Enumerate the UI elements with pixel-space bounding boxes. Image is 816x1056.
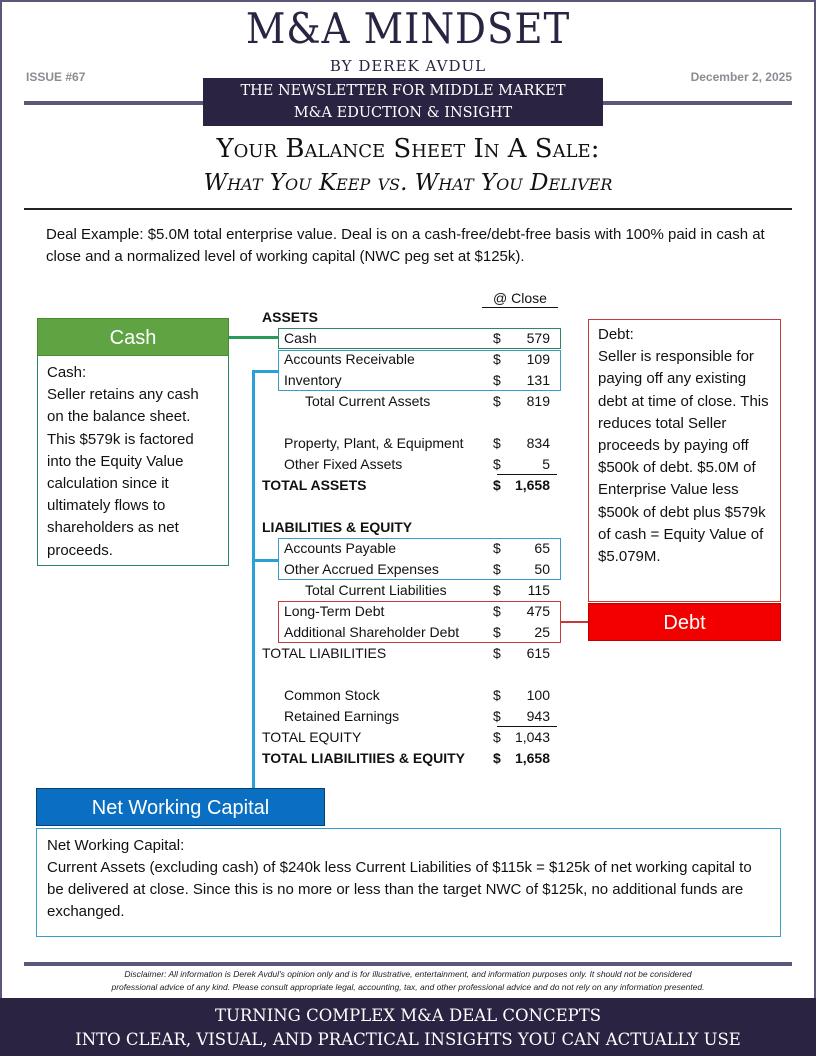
nwc-callout-title: Net Working Capital bbox=[36, 788, 325, 826]
cash-callout-text: Seller retains any cash on the balance sheet. This $579k is factored into the Equity Value calculation since it ultimately flows to shareholders as net proceeds. bbox=[47, 386, 199, 559]
tagline-line-2: INTO CLEAR, VISUAL, AND PRACTICAL INSIGHTS YOU CAN ACTUALLY USE bbox=[75, 1030, 741, 1049]
currency-symbol: $ bbox=[493, 351, 501, 367]
brand-title: M&A MINDSET bbox=[245, 4, 571, 53]
currency-symbol: $ bbox=[493, 645, 501, 661]
row-label: Property, Plant, & Equipment bbox=[284, 435, 464, 451]
current-liabilities-highlight-box bbox=[278, 538, 561, 580]
row-label: Total Current Assets bbox=[305, 393, 431, 409]
nwc-callout-heading: Net Working Capital: bbox=[47, 837, 185, 854]
currency-symbol: $ bbox=[493, 561, 501, 577]
article-headline: Your Balance Sheet In A Sale: bbox=[216, 134, 600, 164]
article-subheadline: What You Keep vs. What You Deliver bbox=[203, 170, 613, 196]
currency-symbol: $ bbox=[493, 372, 501, 388]
issue-number: ISSUE #67 bbox=[26, 70, 86, 84]
row-label: Common Stock bbox=[284, 687, 380, 703]
disclaimer-line-1: Disclaimer: All information is Derek Avdul's opinion only and is for illustrative, entertainment, and information purposes only. It should not be considered bbox=[124, 969, 692, 979]
currency-symbol: $ bbox=[493, 729, 501, 745]
currency-symbol: $ bbox=[493, 477, 501, 493]
currency-symbol: $ bbox=[493, 624, 501, 640]
liabilities-header: LIABILITIES & EQUITY bbox=[262, 519, 413, 535]
currency-symbol: $ bbox=[493, 330, 501, 346]
currency-symbol: $ bbox=[493, 603, 501, 619]
column-header-at-close: @ Close bbox=[482, 289, 558, 308]
row-label: Cash bbox=[284, 330, 317, 346]
row-label: Accounts Payable bbox=[284, 540, 397, 556]
disclaimer-line-2: professional advice of any kind. Please consult appropriate legal, accounting, tax, and other professional advice and do not rely on any information presented. bbox=[111, 981, 705, 992]
newsletter-banner bbox=[203, 78, 603, 126]
nwc-assets-connector bbox=[252, 370, 279, 373]
row-value: 131 bbox=[526, 372, 550, 388]
row-value: 1,658 bbox=[514, 477, 550, 493]
deal-example-text: Deal Example: $5.0M total enterprise value. Deal is on a cash-free/debt-free basis with 100% paid in cash at close and a normalized level of working capital (NWC peg set at $125k). bbox=[46, 226, 765, 265]
row-value: 109 bbox=[526, 351, 550, 367]
table-row bbox=[262, 454, 562, 475]
currency-symbol: $ bbox=[493, 393, 501, 409]
row-value: 50 bbox=[534, 561, 550, 577]
footer-tagline-banner bbox=[0, 998, 816, 1056]
table-row bbox=[262, 727, 562, 748]
currency-symbol: $ bbox=[493, 582, 501, 598]
row-label: Total Current Liabilities bbox=[305, 582, 447, 598]
assets-header-row bbox=[262, 307, 562, 328]
row-value: 819 bbox=[526, 393, 550, 409]
debt-callout-body bbox=[588, 319, 781, 602]
debt-callout-heading: Debt: bbox=[598, 326, 634, 343]
row-value: 25 bbox=[534, 624, 550, 640]
debt-highlight-box bbox=[278, 601, 561, 643]
table-row bbox=[262, 706, 562, 727]
table-row bbox=[262, 580, 562, 601]
row-label: Other Fixed Assets bbox=[284, 456, 403, 472]
currency-symbol: $ bbox=[493, 435, 501, 451]
row-value: 100 bbox=[526, 687, 550, 703]
cash-connector-line bbox=[229, 336, 279, 339]
row-value: 65 bbox=[534, 540, 550, 556]
row-value: 1,658 bbox=[514, 750, 550, 766]
cash-highlight-box bbox=[278, 328, 561, 349]
issue-date: December 2, 2025 bbox=[690, 70, 792, 84]
row-value: 1,043 bbox=[514, 729, 550, 745]
footer-divider bbox=[24, 962, 792, 966]
row-value: 475 bbox=[526, 603, 550, 619]
banner-line-2: M&A EDUCTION & INSIGHT bbox=[293, 105, 513, 121]
row-value: 834 bbox=[526, 435, 550, 451]
row-value: 943 bbox=[526, 708, 550, 724]
table-row bbox=[262, 685, 562, 706]
table-row bbox=[262, 475, 562, 496]
currency-symbol: $ bbox=[493, 540, 501, 556]
currency-symbol: $ bbox=[493, 750, 501, 766]
row-label: Retained Earnings bbox=[284, 708, 400, 724]
row-value: 579 bbox=[526, 330, 550, 346]
currency-symbol: $ bbox=[493, 708, 501, 724]
debt-callout-title: Debt bbox=[588, 603, 781, 641]
row-label: Accounts Receivable bbox=[284, 351, 415, 367]
cash-callout-heading: Cash: bbox=[47, 364, 87, 381]
nwc-callout-text: Current Assets (excluding cash) of $240k less Current Liabilities of $115k = $125k of net working capital to be delivered at close. Since this is no more or less than the target NWC of $125k, no additional funds are exchanged. bbox=[47, 859, 752, 920]
table-row bbox=[262, 433, 562, 454]
row-label: TOTAL ASSETS bbox=[262, 477, 367, 493]
row-label: TOTAL LIABILITIIES & EQUITY bbox=[262, 750, 466, 766]
liabilities-header-row bbox=[262, 517, 562, 538]
disclaimer bbox=[0, 968, 816, 993]
nwc-liabilities-connector bbox=[252, 559, 279, 562]
row-label: TOTAL EQUITY bbox=[262, 729, 362, 745]
debt-callout-text: Seller is responsible for paying off any existing debt at time of close. This reduces total Seller proceeds by paying off $500k of debt. $5.0M of Enterprise Value less $500k of debt plus $579k of cash = Equity Value of $5.079M. bbox=[598, 348, 769, 566]
row-value: 115 bbox=[527, 582, 550, 598]
assets-header: ASSETS bbox=[262, 309, 319, 325]
currency-symbol: $ bbox=[493, 456, 501, 472]
table-row bbox=[262, 748, 562, 769]
current-assets-highlight-box bbox=[278, 350, 561, 391]
cash-callout-body bbox=[37, 356, 229, 566]
row-label: Other Accrued Expenses bbox=[284, 561, 439, 577]
banner-line-1: THE NEWSLETTER FOR MIDDLE MARKET bbox=[240, 83, 566, 99]
row-label: Additional Shareholder Debt bbox=[284, 624, 460, 640]
cash-callout-title: Cash bbox=[37, 318, 229, 356]
row-label: Long-Term Debt bbox=[284, 603, 385, 619]
currency-symbol: $ bbox=[493, 687, 501, 703]
brand-byline: BY DEREK AVDUL bbox=[329, 57, 487, 75]
row-value: 5 bbox=[542, 456, 550, 472]
row-label: TOTAL LIABILITIES bbox=[262, 645, 387, 661]
nwc-vertical-connector bbox=[252, 370, 255, 788]
table-row bbox=[262, 643, 562, 664]
tagline-line-1: TURNING COMPLEX M&A DEAL CONCEPTS bbox=[214, 1006, 602, 1025]
nwc-callout-body bbox=[36, 828, 781, 937]
row-value: 615 bbox=[526, 645, 550, 661]
row-label: Inventory bbox=[284, 372, 342, 388]
headline-divider bbox=[24, 208, 792, 210]
table-row bbox=[262, 391, 562, 412]
debt-connector-line bbox=[561, 621, 589, 623]
